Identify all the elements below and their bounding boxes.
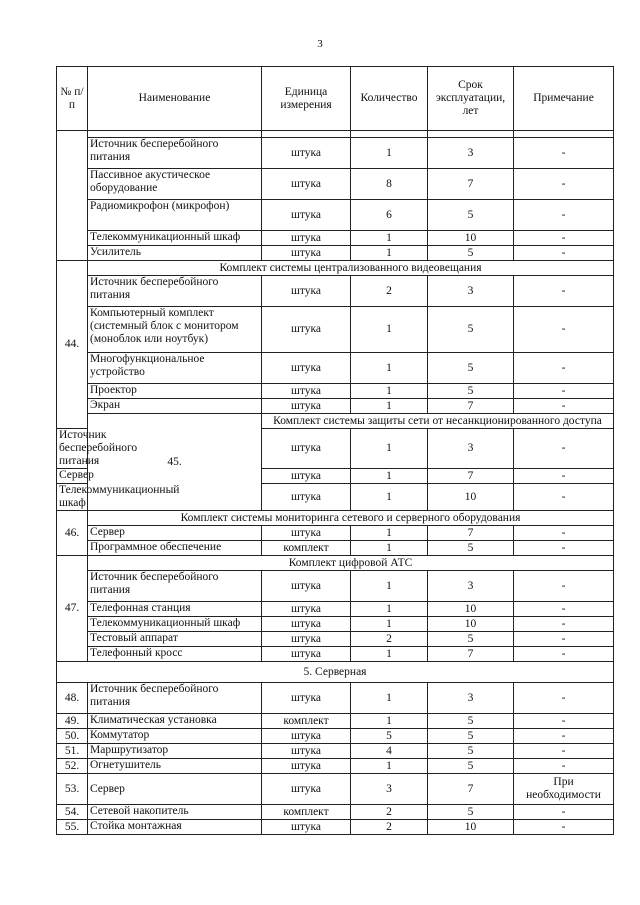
item-note: - bbox=[514, 683, 614, 714]
item-term: 5 bbox=[428, 541, 514, 556]
item-note: - bbox=[514, 399, 614, 414]
item-unit: штука bbox=[262, 526, 351, 541]
item-name: Источник бесперебойного питания bbox=[88, 571, 262, 602]
item-name: Телефонная станция bbox=[88, 602, 262, 617]
item-name: Телекоммуникационный шкаф bbox=[88, 617, 262, 632]
table-row bbox=[57, 246, 614, 261]
row-number: 45. bbox=[88, 414, 262, 511]
table-row bbox=[57, 729, 614, 744]
item-unit: штука bbox=[262, 276, 351, 307]
row-number: 52. bbox=[57, 759, 88, 774]
table-row bbox=[57, 169, 614, 200]
item-name: Источник бесперебойного питания bbox=[88, 138, 262, 169]
item-name: Коммутатор bbox=[88, 729, 262, 744]
page-number: 3 bbox=[317, 38, 323, 50]
item-quantity: 6 bbox=[351, 200, 428, 231]
section-row bbox=[57, 662, 614, 683]
item-term: 5 bbox=[428, 729, 514, 744]
first-num-cell bbox=[57, 131, 88, 261]
item-quantity: 1 bbox=[351, 307, 428, 353]
item-note: - bbox=[514, 429, 614, 469]
item-note: - bbox=[514, 246, 614, 261]
table-row bbox=[57, 138, 614, 169]
item-note: - bbox=[514, 276, 614, 307]
item-unit: комплект bbox=[262, 714, 351, 729]
table-row bbox=[57, 526, 614, 541]
item-name: Маршрутизатор bbox=[88, 744, 262, 759]
table-row bbox=[57, 541, 614, 556]
table-body bbox=[57, 131, 614, 835]
item-term: 5 bbox=[428, 384, 514, 399]
item-name: Сетевой накопитель bbox=[88, 805, 262, 820]
item-term: 3 bbox=[428, 276, 514, 307]
item-note: - bbox=[514, 571, 614, 602]
item-quantity: 1 bbox=[351, 602, 428, 617]
row-number: 49. bbox=[57, 714, 88, 729]
item-note: При необходимости bbox=[514, 774, 614, 805]
table-row bbox=[57, 571, 614, 602]
item-name: Радиомикрофон (микрофон) bbox=[88, 200, 262, 231]
item-unit: штука bbox=[262, 759, 351, 774]
table-row bbox=[57, 820, 614, 835]
item-unit: штука bbox=[262, 399, 351, 414]
item-name: Тестовый аппарат bbox=[88, 632, 262, 647]
section-title: 5. Серверная bbox=[57, 662, 614, 683]
item-unit: штука bbox=[262, 231, 351, 246]
item-term: 5 bbox=[428, 805, 514, 820]
item-term: 5 bbox=[428, 744, 514, 759]
item-quantity: 1 bbox=[351, 399, 428, 414]
table-row bbox=[57, 602, 614, 617]
header-note: Примечание bbox=[514, 67, 614, 131]
table-row bbox=[57, 384, 614, 399]
table-row bbox=[57, 307, 614, 353]
item-term: 10 bbox=[428, 602, 514, 617]
item-unit: штука bbox=[262, 647, 351, 662]
item-quantity: 1 bbox=[351, 429, 428, 469]
item-quantity: 1 bbox=[351, 138, 428, 169]
item-unit: штука bbox=[262, 384, 351, 399]
item-term: 7 bbox=[428, 647, 514, 662]
item-note: - bbox=[514, 526, 614, 541]
item-term: 5 bbox=[428, 632, 514, 647]
table-row bbox=[57, 231, 614, 246]
item-term: 3 bbox=[428, 429, 514, 469]
row-number: 50. bbox=[57, 729, 88, 744]
item-unit: штука bbox=[262, 632, 351, 647]
item-name: Стойка монтажная bbox=[88, 820, 262, 835]
item-name: Компьютерный комплект (системный блок с монитором (моноблок или ноутбук) bbox=[88, 307, 262, 353]
item-term: 5 bbox=[428, 714, 514, 729]
section-title: Комплект системы защиты сети от несанкционированного доступа bbox=[262, 414, 614, 429]
item-name: Источник бесперебойного питания bbox=[88, 276, 262, 307]
row-number: 44. bbox=[57, 261, 88, 429]
item-term: 3 bbox=[428, 683, 514, 714]
spacer-cell bbox=[351, 131, 428, 138]
table-row bbox=[57, 200, 614, 231]
item-term: 5 bbox=[428, 353, 514, 384]
item-note: - bbox=[514, 138, 614, 169]
item-unit: штука bbox=[262, 484, 351, 511]
table-row bbox=[57, 647, 614, 662]
item-note: - bbox=[514, 820, 614, 835]
item-unit: штука bbox=[262, 469, 351, 484]
item-note: - bbox=[514, 353, 614, 384]
item-note: - bbox=[514, 200, 614, 231]
item-unit: штука bbox=[262, 571, 351, 602]
item-note: - bbox=[514, 632, 614, 647]
header-num: № п/п bbox=[57, 67, 88, 131]
item-term: 10 bbox=[428, 617, 514, 632]
item-unit: штука bbox=[262, 774, 351, 805]
item-quantity: 4 bbox=[351, 744, 428, 759]
table-row bbox=[57, 744, 614, 759]
item-quantity: 1 bbox=[351, 469, 428, 484]
spacer-cell bbox=[88, 131, 262, 138]
item-quantity: 1 bbox=[351, 714, 428, 729]
table-row bbox=[57, 774, 614, 805]
item-unit: штука bbox=[262, 602, 351, 617]
item-term: 3 bbox=[428, 571, 514, 602]
item-unit: штука bbox=[262, 617, 351, 632]
item-term: 10 bbox=[428, 820, 514, 835]
item-quantity: 3 bbox=[351, 774, 428, 805]
section-row bbox=[57, 414, 614, 429]
item-quantity: 5 bbox=[351, 729, 428, 744]
item-note: - bbox=[514, 484, 614, 511]
item-name: Телекоммуникационный шкаф bbox=[88, 231, 262, 246]
item-unit: штука bbox=[262, 200, 351, 231]
item-term: 10 bbox=[428, 231, 514, 246]
header-unit: Единица измерения bbox=[262, 67, 351, 131]
item-name: Программное обеспечение bbox=[88, 541, 262, 556]
item-name: Проектор bbox=[88, 384, 262, 399]
spacer-cell bbox=[428, 131, 514, 138]
row-number: 53. bbox=[57, 774, 88, 805]
item-term: 7 bbox=[428, 469, 514, 484]
item-term: 7 bbox=[428, 399, 514, 414]
item-note: - bbox=[514, 759, 614, 774]
item-unit: штука bbox=[262, 246, 351, 261]
header-qty: Количество bbox=[351, 67, 428, 131]
section-title: Комплект системы централизованного видеовещания bbox=[88, 261, 614, 276]
item-note: - bbox=[514, 169, 614, 200]
section-row bbox=[57, 511, 614, 526]
item-name: Многофункциональное устройство bbox=[88, 353, 262, 384]
item-name: Сервер bbox=[57, 469, 88, 484]
item-term: 10 bbox=[428, 484, 514, 511]
table-row bbox=[57, 805, 614, 820]
table-row bbox=[57, 632, 614, 647]
table-row bbox=[57, 276, 614, 307]
item-term: 7 bbox=[428, 169, 514, 200]
table-row bbox=[57, 683, 614, 714]
item-term: 5 bbox=[428, 246, 514, 261]
item-name: Телекоммуникационный шкаф bbox=[57, 484, 88, 511]
row-number: 46. bbox=[57, 511, 88, 556]
item-quantity: 1 bbox=[351, 246, 428, 261]
table-row bbox=[57, 353, 614, 384]
item-unit: штука bbox=[262, 353, 351, 384]
row-number: 54. bbox=[57, 805, 88, 820]
section-title: Комплект цифровой АТС bbox=[88, 556, 614, 571]
item-unit: штука bbox=[262, 169, 351, 200]
section-title: Комплект системы мониторинга сетевого и серверного оборудования bbox=[88, 511, 614, 526]
equipment-table bbox=[56, 66, 614, 835]
row-number: 51. bbox=[57, 744, 88, 759]
item-quantity: 1 bbox=[351, 647, 428, 662]
item-note: - bbox=[514, 744, 614, 759]
section-row bbox=[57, 261, 614, 276]
item-note: - bbox=[514, 647, 614, 662]
item-name: Сервер bbox=[88, 526, 262, 541]
table-row bbox=[57, 759, 614, 774]
item-note: - bbox=[514, 231, 614, 246]
item-term: 7 bbox=[428, 526, 514, 541]
item-quantity: 1 bbox=[351, 353, 428, 384]
row-number: 55. bbox=[57, 820, 88, 835]
item-quantity: 2 bbox=[351, 276, 428, 307]
item-note: - bbox=[514, 729, 614, 744]
item-name: Климатическая установка bbox=[88, 714, 262, 729]
item-unit: штука bbox=[262, 729, 351, 744]
item-quantity: 1 bbox=[351, 231, 428, 246]
item-name: Сервер bbox=[88, 774, 262, 805]
item-unit: штука bbox=[262, 307, 351, 353]
table-row bbox=[57, 399, 614, 414]
spacer-cell bbox=[262, 131, 351, 138]
item-unit: штука bbox=[262, 138, 351, 169]
item-term: 3 bbox=[428, 138, 514, 169]
item-note: - bbox=[514, 384, 614, 399]
row-number: 48. bbox=[57, 683, 88, 714]
item-unit: комплект bbox=[262, 541, 351, 556]
table-row bbox=[57, 714, 614, 729]
item-name: Усилитель bbox=[88, 246, 262, 261]
item-name: Экран bbox=[88, 399, 262, 414]
item-unit: штука bbox=[262, 820, 351, 835]
table-row-spacer bbox=[57, 131, 614, 138]
item-quantity: 2 bbox=[351, 632, 428, 647]
item-unit: штука bbox=[262, 683, 351, 714]
header-name: Наименование bbox=[88, 67, 262, 131]
item-note: - bbox=[514, 602, 614, 617]
item-quantity: 1 bbox=[351, 571, 428, 602]
item-name: Источник бесперебойного питания bbox=[57, 429, 88, 469]
item-term: 5 bbox=[428, 759, 514, 774]
item-unit: штука bbox=[262, 429, 351, 469]
item-quantity: 8 bbox=[351, 169, 428, 200]
item-quantity: 1 bbox=[351, 484, 428, 511]
row-number: 47. bbox=[57, 556, 88, 662]
item-name: Огнетушитель bbox=[88, 759, 262, 774]
item-note: - bbox=[514, 541, 614, 556]
item-note: - bbox=[514, 307, 614, 353]
section-row bbox=[57, 556, 614, 571]
item-unit: комплект bbox=[262, 805, 351, 820]
item-quantity: 1 bbox=[351, 759, 428, 774]
item-note: - bbox=[514, 469, 614, 484]
item-quantity: 1 bbox=[351, 384, 428, 399]
item-quantity: 2 bbox=[351, 820, 428, 835]
header-term: Срок эксплуатации, лет bbox=[428, 67, 514, 131]
item-quantity: 1 bbox=[351, 683, 428, 714]
item-term: 5 bbox=[428, 307, 514, 353]
item-quantity: 1 bbox=[351, 617, 428, 632]
table-header-row bbox=[57, 67, 614, 131]
item-term: 7 bbox=[428, 774, 514, 805]
item-note: - bbox=[514, 805, 614, 820]
spacer-cell bbox=[514, 131, 614, 138]
item-note: - bbox=[514, 617, 614, 632]
item-unit: штука bbox=[262, 744, 351, 759]
item-quantity: 1 bbox=[351, 541, 428, 556]
table-row bbox=[57, 617, 614, 632]
item-name: Телефонный кросс bbox=[88, 647, 262, 662]
item-name: Источник бесперебойного питания bbox=[88, 683, 262, 714]
item-quantity: 2 bbox=[351, 805, 428, 820]
item-quantity: 1 bbox=[351, 526, 428, 541]
item-term: 5 bbox=[428, 200, 514, 231]
item-name: Пассивное акустическое оборудование bbox=[88, 169, 262, 200]
item-note: - bbox=[514, 714, 614, 729]
